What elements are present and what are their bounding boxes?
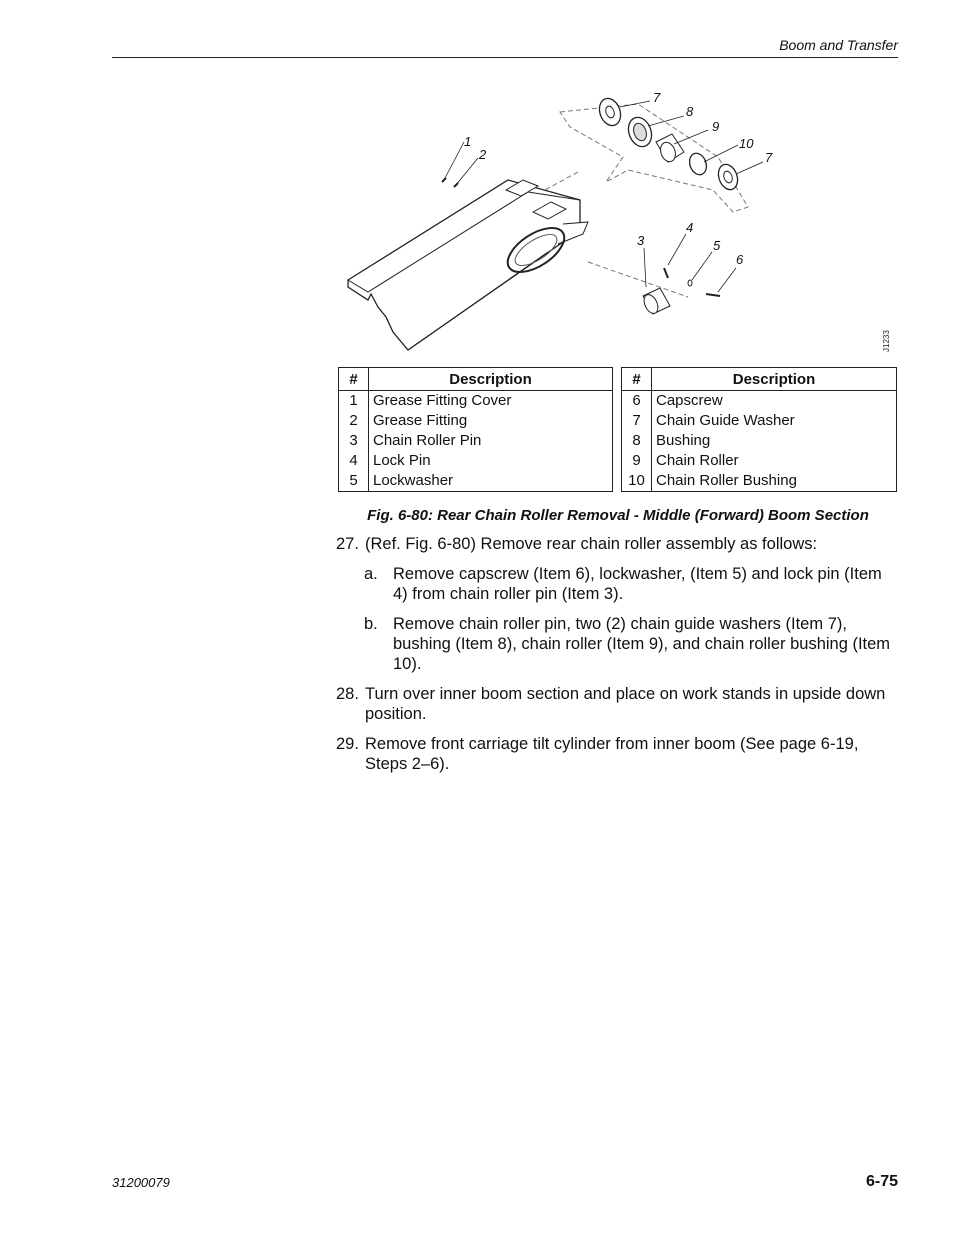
exploded-view-figure [338, 82, 898, 362]
header-section-title: Boom and Transfer [779, 37, 898, 53]
item-description: Chain Roller Bushing [652, 471, 897, 492]
step-29 [336, 734, 898, 774]
table-row [622, 431, 897, 451]
substep-b [336, 614, 898, 674]
table-row [622, 471, 897, 492]
step-number: 28. [336, 685, 359, 703]
step-number: 29. [336, 735, 359, 753]
callout-3: 3 [637, 233, 645, 248]
item-number: 5 [339, 471, 369, 492]
drawing-id: J1233 [882, 330, 891, 352]
col-header-num: # [622, 368, 652, 391]
callout-5: 5 [713, 238, 721, 253]
item-description: Chain Roller Pin [369, 431, 613, 451]
substep-letter: a. [364, 565, 378, 583]
chain-guide-washer-part [596, 95, 624, 128]
chain-guide-washer-part-2 [715, 162, 741, 193]
callout-4: 4 [686, 220, 694, 235]
leader-5 [692, 252, 712, 280]
capscrew-part [706, 294, 720, 296]
substep-a [336, 564, 898, 604]
table-row [622, 391, 897, 412]
item-number: 2 [339, 411, 369, 431]
item-description: Grease Fitting [369, 411, 613, 431]
lock-pin-part [664, 268, 668, 278]
callout-2: 2 [479, 147, 487, 162]
item-description: Bushing [652, 431, 897, 451]
step-text: Remove front carriage tilt cylinder from inner boom (See page 6-19, Steps 2–6). [365, 735, 859, 773]
table-row [339, 471, 613, 492]
lockwasher-part [688, 280, 692, 286]
footer-doc-number: 31200079 [112, 1175, 170, 1190]
leader-3 [644, 248, 646, 287]
step-text: (Ref. Fig. 6-80) Remove rear chain roller assembly as follows: [365, 535, 818, 553]
chain-roller-bushing-part [687, 151, 710, 177]
callout-6: 6 [736, 252, 744, 267]
table-row [622, 411, 897, 431]
figure-caption: Fig. 6-80: Rear Chain Roller Removal - Middle (Forward) Boom Section [367, 507, 869, 524]
leader-10 [704, 145, 738, 162]
item-number: 7 [622, 411, 652, 431]
pin-guide-line [588, 262, 688, 297]
substep-text: Remove chain roller pin, two (2) chain guide washers (Item 7), bushing (Item 8), chain roller (Item 9), and chain roller bushing (Item 10). [393, 615, 891, 673]
item-description: Capscrew [652, 391, 897, 412]
substep-letter: b. [364, 615, 378, 633]
step-number: 27. [336, 535, 359, 553]
item-description: Chain Guide Washer [652, 411, 897, 431]
leader-2 [456, 158, 478, 185]
leader-7b [736, 162, 763, 174]
item-description: Grease Fitting Cover [369, 391, 613, 412]
callout-1: 1 [464, 134, 472, 149]
col-header-description: Description [652, 368, 897, 391]
item-number: 10 [622, 471, 652, 492]
callout-10: 10 [739, 136, 754, 151]
table-row [339, 411, 613, 431]
item-number: 6 [622, 391, 652, 412]
procedure-steps [336, 534, 898, 784]
step-27 [336, 534, 898, 674]
step-text: Turn over inner boom section and place on work stands in upside down position. [365, 685, 886, 723]
callout-7b: 7 [765, 150, 773, 165]
callout-8: 8 [686, 104, 694, 119]
leader-9 [674, 130, 708, 144]
table-row [339, 391, 613, 412]
col-header-description: Description [369, 368, 613, 391]
item-description: Chain Roller [652, 451, 897, 471]
leader-8 [648, 116, 684, 126]
parts-table-right [621, 367, 897, 492]
leader-4 [668, 234, 686, 265]
substep-text: Remove capscrew (Item 6), lockwasher, (Item 5) and lock pin (Item 4) from chain roller pin (Item 3). [393, 565, 882, 603]
leader-1 [444, 142, 464, 180]
item-number: 3 [339, 431, 369, 451]
table-row [622, 451, 897, 471]
leader-7a [620, 101, 650, 107]
step-28 [336, 684, 898, 724]
parts-table-left [338, 367, 613, 492]
header-divider [112, 57, 898, 58]
callout-7a: 7 [653, 90, 661, 105]
footer-page-number: 6-75 [865, 1173, 898, 1190]
item-number: 9 [622, 451, 652, 471]
leader-6 [718, 268, 736, 292]
item-number: 8 [622, 431, 652, 451]
item-description: Lockwasher [369, 471, 613, 492]
assembly-guide-outline [560, 104, 748, 212]
item-number: 4 [339, 451, 369, 471]
item-description: Lock Pin [369, 451, 613, 471]
item-number: 1 [339, 391, 369, 412]
callout-9: 9 [712, 119, 720, 134]
table-row [339, 451, 613, 471]
col-header-num: # [339, 368, 369, 391]
table-row [339, 431, 613, 451]
